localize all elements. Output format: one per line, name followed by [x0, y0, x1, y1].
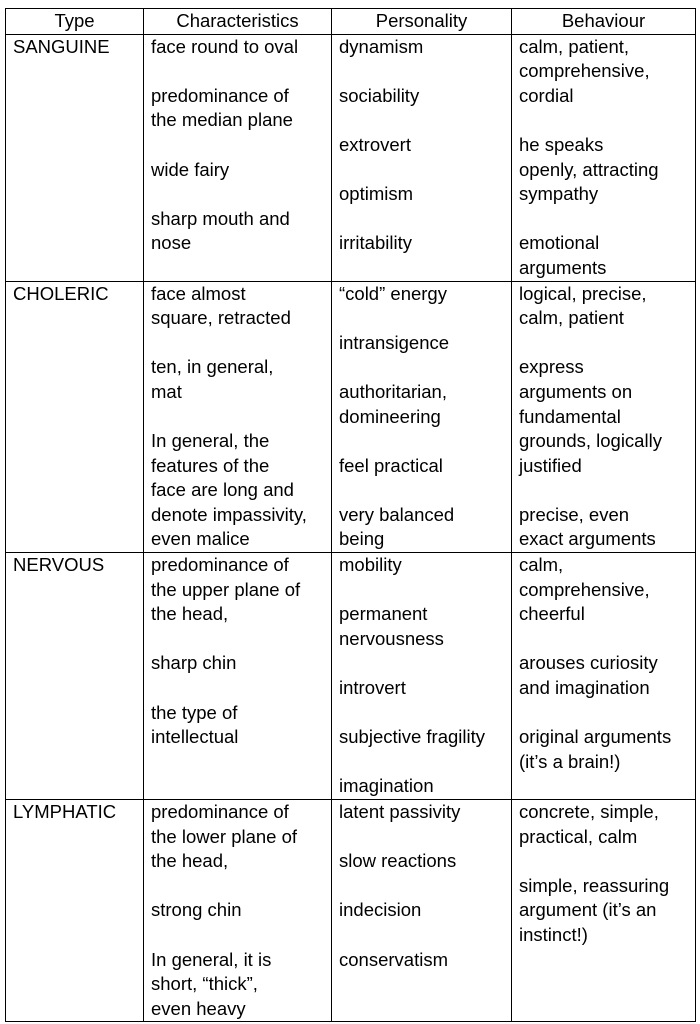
table-row [6, 34, 696, 281]
type-label: NERVOUS [13, 554, 105, 576]
header-behaviour: Behaviour [512, 9, 696, 35]
behaviour-cell [512, 34, 696, 281]
type-cell [6, 281, 144, 553]
characteristics-cell [144, 281, 332, 553]
characteristics-cell [144, 34, 332, 281]
table-row [6, 553, 696, 800]
type-cell [6, 553, 144, 800]
characteristics-text: face almost square, retracted ten, in general, mat In general, the features of the face are long and denote impassivity, even malice [151, 282, 307, 550]
characteristics-cell [144, 800, 332, 1022]
behaviour-text: concrete, simple, practical, calm simple, reassuring argument (it’s an instinct!) [519, 801, 670, 945]
header-personality: Personality [332, 9, 512, 35]
personality-cell [332, 553, 512, 800]
personality-text: dynamism sociability extrovert optimism irritability [339, 35, 424, 254]
personality-cell [332, 34, 512, 281]
personality-cell [332, 800, 512, 1022]
behaviour-cell [512, 553, 696, 800]
characteristics-text: predominance of the upper plane of the head, sharp chin the type of intellectual [151, 554, 301, 748]
behaviour-cell [512, 800, 696, 1022]
header-row [6, 9, 696, 35]
behaviour-cell [512, 281, 696, 553]
personality-text: mobility permanent nervousness introvert subjective fragility imagination [339, 554, 486, 797]
personality-text: “cold” energy intransigence authoritarian, domineering feel practical very balanced being [339, 282, 455, 550]
type-label: CHOLERIC [13, 282, 109, 304]
header-characteristics: Characteristics [144, 9, 332, 35]
characteristics-text: predominance of the lower plane of the head, strong chin In general, it is short, “thick”, even heavy [151, 801, 298, 1019]
table-row [6, 800, 696, 1022]
behaviour-text: calm, patient, comprehensive, cordial he speaks openly, attracting sympathy emotional arguments [519, 35, 659, 278]
personality-cell [332, 281, 512, 553]
type-label: LYMPHATIC [13, 801, 117, 822]
behaviour-text: calm, comprehensive, cheerful arouses curiosity and imagination original arguments (it’s a brain!) [519, 554, 672, 772]
characteristics-text: face round to oval predominance of the median plane wide fairy sharp mouth and nose [151, 35, 299, 254]
type-cell [6, 800, 144, 1022]
table-row [6, 281, 696, 553]
personality-text: latent passivity slow reactions indecision conservatism [339, 801, 461, 970]
type-cell [6, 34, 144, 281]
behaviour-text: logical, precise, calm, patient express arguments on fundamental grounds, logically justified precise, even exact arguments [519, 282, 662, 550]
header-type: Type [6, 9, 144, 35]
type-label: SANGUINE [13, 35, 110, 57]
characteristics-cell [144, 553, 332, 800]
temperament-table [5, 8, 696, 1022]
